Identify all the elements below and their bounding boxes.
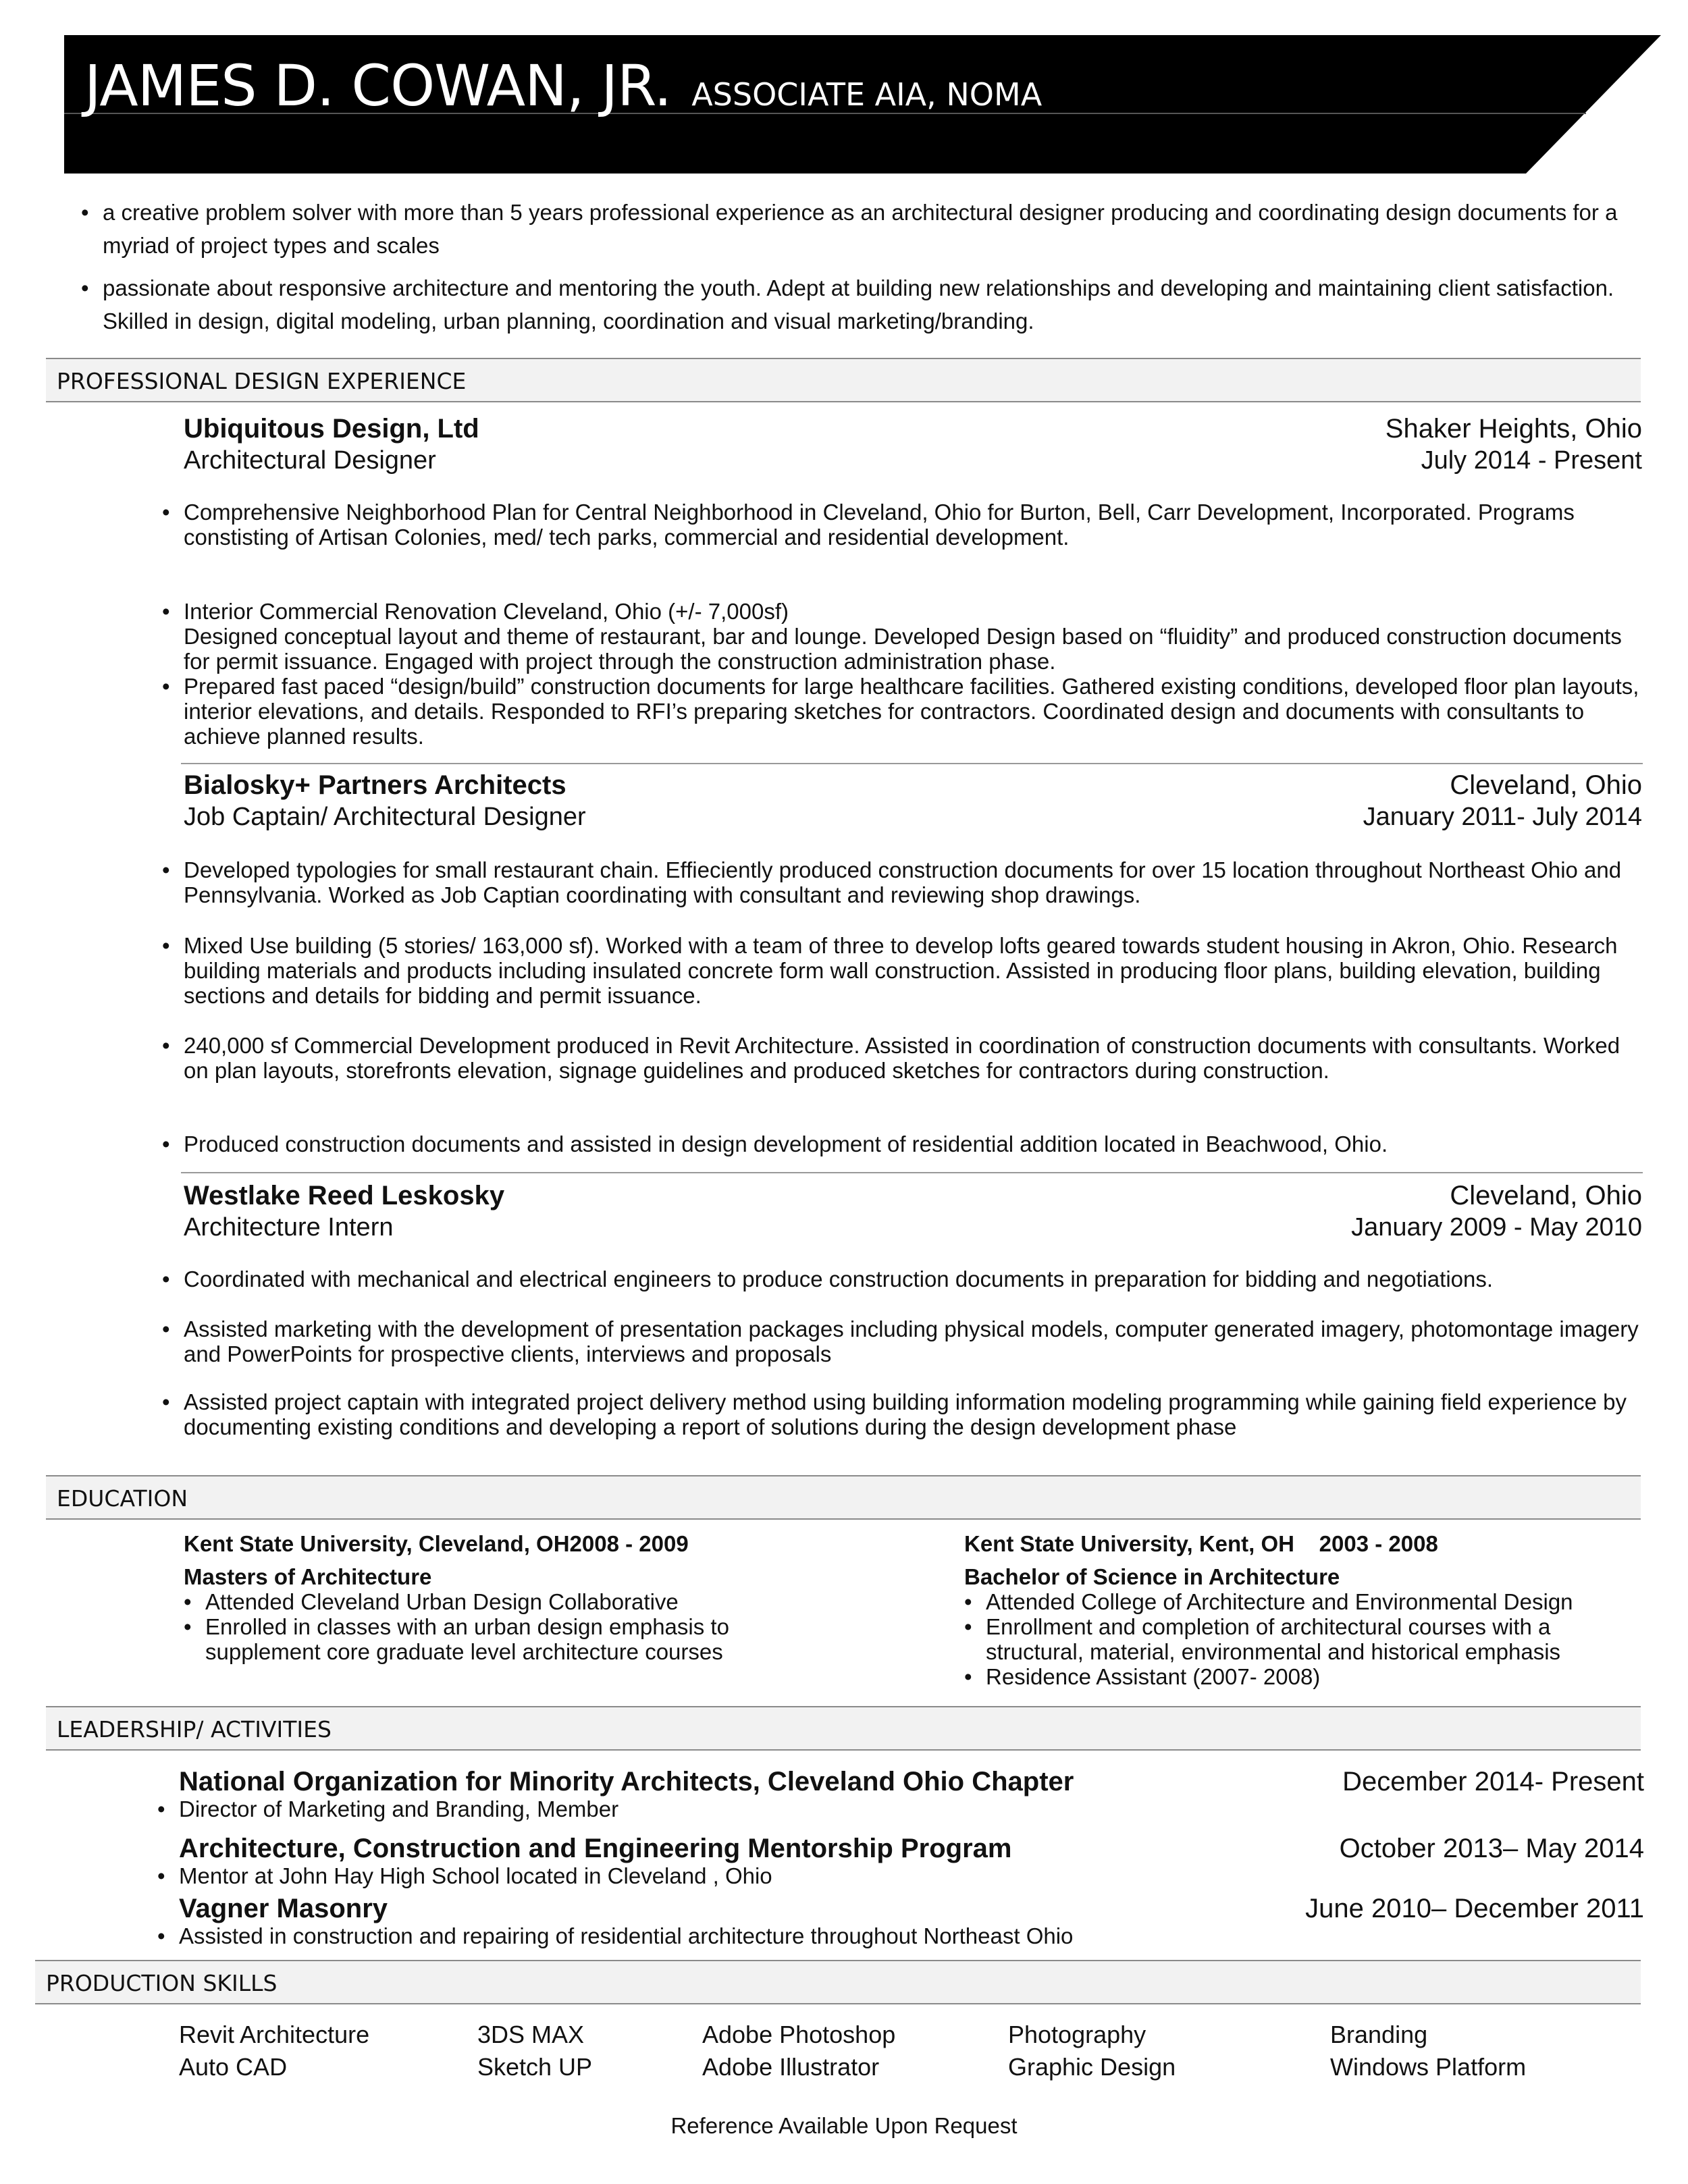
leadership-dates: June 2010– December 2011 — [1305, 1894, 1644, 1923]
job-entry — [184, 1180, 1642, 1244]
leadership-dates: December 2014- Present — [1342, 1767, 1644, 1796]
education-bullet: • Attended College of Architecture and Environmental Design — [964, 1589, 1646, 1614]
education-school: Kent State University, Cleveland, OH2008 - 2009 — [184, 1531, 689, 1556]
job-bullets — [162, 1316, 1647, 1366]
leadership-detail: • Mentor at John Hay High School located in Cleveland , Ohio — [157, 1863, 1644, 1888]
job-bullet: • 240,000 sf Commercial Development produced in Revit Architecture. Assisted in coordination of construction documents with consultants. Worked on plan layouts, storefronts elevation, signage guidelines and produced sketches for contractors during construction. — [162, 1033, 1647, 1083]
company-name: Ubiquitous Design, Ltd — [184, 414, 479, 444]
leadership-entry — [179, 1834, 1644, 1888]
job-title: Architecture Intern — [184, 1213, 394, 1242]
job-bullets — [162, 674, 1647, 749]
job-bullet: • Assisted project captain with integrated project delivery method using building information modeling programming while gaining field experience by documenting existing conditions and developing a report of solutions during the design development phase — [162, 1389, 1647, 1439]
job-bullet: • Assisted marketing with the development of presentation packages including physical models, computer generated imagery, photomontage imagery and PowerPoints for prospective clients, interviews and proposals — [162, 1316, 1647, 1366]
education-bullet: • Enrolled in classes with an urban design emphasis to supplement core graduate level architecture courses — [184, 1614, 791, 1664]
job-bullet: • Interior Commercial Renovation Cleveland, Ohio (+/- 7,000sf) Designed conceptual layout and theme of restaurant, bar and lounge. Developed Design based on “fluidity” and produced construction documents for permit issuance. Engaged with project through the construction administration phase. — [162, 599, 1647, 674]
skills-column — [702, 2019, 895, 2083]
leadership-dates: October 2013– May 2014 — [1339, 1834, 1644, 1863]
job-bullet: • Developed typologies for small restaurant chain. Effieciently produced construction documents for over 15 location throughout Northeast Ohio and Pennsylvania. Worked as Job Captian coordinating with consultant and reviewing shop drawings. — [162, 857, 1647, 907]
leadership-detail: • Assisted in construction and repairing of residential architecture throughout Northeast Ohio — [157, 1923, 1644, 1948]
job-divider — [181, 763, 1643, 764]
job-bullet: • Mixed Use building (5 stories/ 163,000 sf). Worked with a team of three to develop lofts geared towards student housing in Akron, Ohio. Research building materials and products including insulated concrete form wall construction. Assisted in producing floor plans, building elevation, building sections and details for bidding and permit issuance. — [162, 933, 1647, 1008]
skill-item: Adobe Photoshop — [702, 2021, 896, 2048]
section-heading-experience: PROFESSIONAL DESIGN EXPERIENCE — [46, 358, 1641, 402]
skills-column — [179, 2019, 369, 2083]
skill-item: Photography — [1008, 2021, 1146, 2048]
summary — [81, 196, 1634, 347]
job-bullet: • Coordinated with mechanical and electrical engineers to produce construction documents in preparation for bidding and negotiations. — [162, 1267, 1647, 1291]
education-school: Kent State University, Kent, OH 2003 - 2008 — [964, 1531, 1438, 1556]
education-degree: Masters of Architecture — [184, 1564, 432, 1589]
company-name: Bialosky+ Partners Architects — [184, 770, 566, 800]
skill-item: Branding — [1330, 2021, 1428, 2048]
education-bullet: • Residence Assistant (2007- 2008) — [964, 1664, 1646, 1689]
skills-column — [1008, 2019, 1176, 2083]
job-location: Cleveland, Ohio — [1450, 1181, 1642, 1210]
job-bullets — [162, 857, 1647, 907]
job-title: Architectural Designer — [184, 446, 436, 475]
education-degree: Bachelor of Science in Architecture — [964, 1564, 1340, 1589]
skills-column — [1330, 2019, 1526, 2083]
job-bullets — [162, 1267, 1647, 1291]
skill-item: Graphic Design — [1008, 2053, 1176, 2081]
summary-item: • a creative problem solver with more than 5 years professional experience as an architectural designer producing and coordinating design documents for a myriad of project types and scales — [81, 196, 1634, 262]
skill-item: Auto CAD — [179, 2053, 288, 2081]
section-heading-education: EDUCATION — [46, 1475, 1641, 1520]
leadership-org: National Organization for Minority Architects, Cleveland Ohio Chapter — [179, 1767, 1074, 1796]
full-name: JAMES D. COWAN, JR. — [84, 53, 672, 119]
job-bullet: • Comprehensive Neighborhood Plan for Central Neighborhood in Cleveland, Ohio for Burton, Bell, Carr Development, Incorporated. Programs constisting of Artisan Colonies, med/ tech parks, commercial and residential development. — [162, 500, 1647, 550]
leadership-entry — [179, 1767, 1644, 1821]
skills-column — [477, 2019, 592, 2083]
job-entry — [184, 770, 1642, 833]
leadership-org: Vagner Masonry — [179, 1894, 388, 1923]
job-location: Cleveland, Ohio — [1450, 770, 1642, 800]
job-bullets — [162, 933, 1647, 1008]
job-divider — [181, 1172, 1643, 1173]
company-name: Westlake Reed Leskosky — [184, 1181, 505, 1210]
skill-item: Revit Architecture — [179, 2021, 370, 2048]
leadership-org: Architecture, Construction and Engineering Mentorship Program — [179, 1834, 1012, 1863]
job-location: Shaker Heights, Ohio — [1385, 414, 1642, 444]
references-note: Reference Available Upon Request — [670, 2113, 1018, 2138]
resume-name — [84, 53, 1042, 119]
summary-item: • passionate about responsive architecture and mentoring the youth. Adept at building new relationships and developing and maintaining client satisfaction. Skilled in design, digital modeling, urban planning, coordination and visual marketing/branding. — [81, 271, 1634, 338]
job-bullet: • Prepared fast paced “design/build” construction documents for large healthcare facilities. Gathered existing conditions, developed floor plan layouts, interior elevations, and details. Responded to RFI’s preparing sketches for contractors. Coordinated design and documents with consultants to achieve planned results. — [162, 674, 1647, 749]
job-dates: January 2011- July 2014 — [1363, 803, 1642, 831]
job-title: Job Captain/ Architectural Designer — [184, 803, 586, 831]
education-entry — [964, 1531, 1646, 1689]
job-bullets — [162, 1131, 1647, 1156]
job-bullets — [162, 500, 1647, 550]
name-banner — [64, 35, 1661, 174]
job-bullets — [162, 1033, 1647, 1083]
job-bullets — [162, 1389, 1647, 1439]
section-heading-skills: PRODUCTION SKILLS — [35, 1960, 1641, 2004]
education-bullet: • Enrollment and completion of architectural courses with a structural, material, environmental and historical emphasis — [964, 1614, 1646, 1664]
leadership-entry — [179, 1894, 1644, 1948]
job-bullet: • Produced construction documents and assisted in design development of residential addition located in Beachwood, Ohio. — [162, 1131, 1647, 1156]
section-heading-leadership: LEADERSHIP/ ACTIVITIES — [46, 1706, 1641, 1751]
job-dates: January 2009 - May 2010 — [1351, 1213, 1642, 1242]
skill-item: Windows Platform — [1330, 2053, 1527, 2081]
leadership-detail: • Director of Marketing and Branding, Member — [157, 1796, 1644, 1821]
skill-item: Adobe Illustrator — [702, 2053, 880, 2081]
education-entry — [184, 1531, 791, 1664]
skill-item: Sketch UP — [477, 2053, 593, 2081]
credentials: ASSOCIATE AIA, NOMA — [691, 76, 1043, 113]
education-bullet: • Attended Cleveland Urban Design Collaborative — [184, 1589, 791, 1614]
job-dates: July 2014 - Present — [1421, 446, 1642, 475]
skill-item: 3DS MAX — [477, 2021, 585, 2048]
job-entry — [184, 413, 1642, 477]
